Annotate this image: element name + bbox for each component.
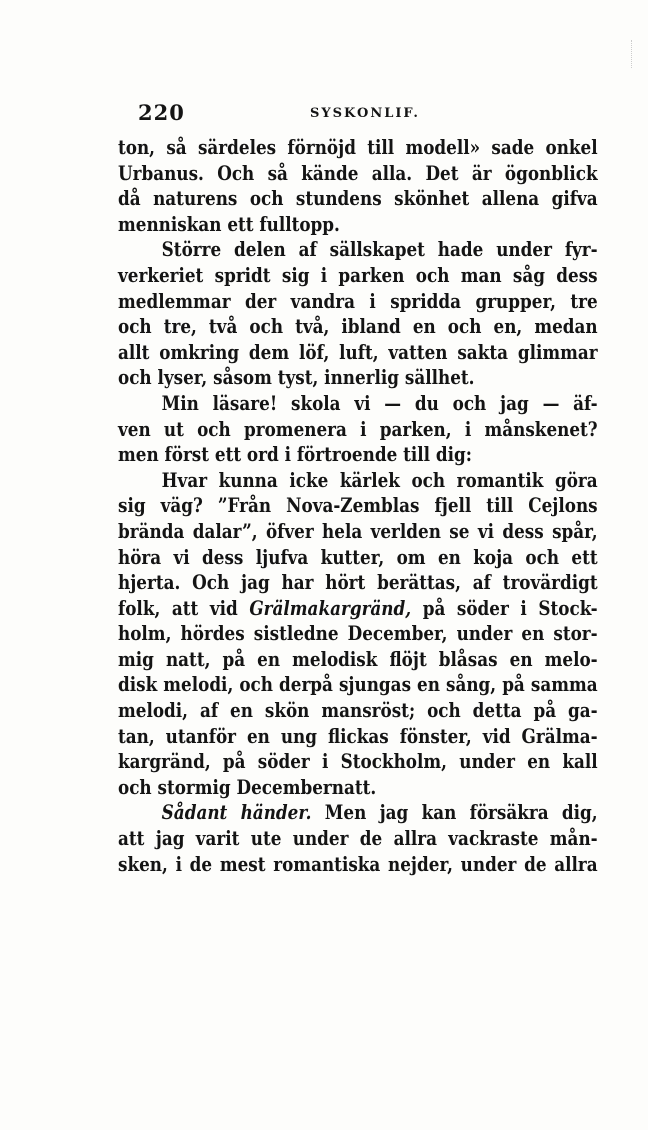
text-line-14: Hvar kunna icke kärlek och romantik göra	[161, 467, 598, 492]
text-line-2: Urbanus. Och så kände alla. Det är ögonblick	[118, 160, 598, 185]
text-line-12: ven ut och promenera i parken, i månskenet?	[118, 416, 598, 441]
running-head	[118, 100, 598, 126]
text-line-15: sig väg? ”Från Nova-Zemblas fjell till Cejlons	[118, 493, 598, 518]
body-text	[118, 135, 598, 877]
text-line-27-end: Men jag kan försäkra dig,	[311, 800, 598, 825]
text-line-20: holm, hördes sistledne December, under en stor-	[118, 621, 598, 646]
sadant-hander-italic: Sådant händer.	[161, 800, 312, 825]
text-line-9: allt omkring dem löf, luft, vatten sakta glimmar	[118, 339, 598, 364]
text-line-19-end: på söder i Stock-	[411, 595, 598, 620]
text-line-6: verkeriet spridt sig i parken och man såg dess	[118, 262, 598, 287]
text-line-26: och stormig Decembernatt.	[118, 774, 377, 799]
text-line-19-start: folk, att vid	[118, 595, 250, 620]
text-line-1: ton, så särdeles förnöjd till modell» sade onkel	[118, 135, 598, 159]
text-line-5: Större delen af sällskapet hade under fyr-	[161, 237, 598, 262]
street-name-italic: Grälmakargränd,	[249, 595, 412, 620]
text-line-28: att jag varit ute under de allra vackraste mån-	[118, 826, 598, 851]
text-line-21: mig natt, på en melodisk flöjt blåsas en melo-	[118, 646, 598, 671]
margin-mark	[631, 40, 634, 68]
text-line-19	[118, 596, 598, 622]
text-line-3: då naturens och stundens skönhet allena gifva	[118, 186, 598, 211]
text-line-23: melodi, af en skön mansröst; och detta på ga-	[118, 698, 598, 723]
text-line-10: och lyser, såsom tyst, innerlig sällhet.	[118, 365, 475, 390]
text-line-8: och tre, två och två, ibland en och en, medan	[118, 314, 598, 339]
text-line-13: men först ett ord i förtroende till dig:	[118, 442, 472, 467]
text-line-16: brända dalar”, öfver hela verlden se vi dess spår,	[118, 518, 598, 543]
text-line-11: Min läsare! skola vi — du och jag — äf-	[161, 390, 598, 415]
text-line-18: hjerta. Och jag har hört berättas, af trovärdigt	[118, 570, 598, 595]
text-line-22: disk melodi, och derpå sjungas en sång, på samma	[118, 672, 598, 697]
running-title: SYSKONLIF.	[310, 106, 420, 121]
text-line-24: tan, utanför en ung flickas fönster, vid Grälma-	[118, 723, 598, 748]
text-line-29: sken, i de mest romantiska nejder, under de allra	[118, 851, 598, 876]
text-line-17: höra vi dess ljufva kutter, om en koja och ett	[118, 544, 598, 569]
text-line-7: medlemmar der vandra i spridda grupper, tre	[118, 288, 598, 313]
text-line-25: kargränd, på söder i Stockholm, under en kall	[118, 749, 598, 774]
text-line-27	[118, 800, 598, 826]
page-number: 220	[138, 100, 185, 125]
text-line-4: menniskan ett fulltopp.	[118, 211, 340, 236]
